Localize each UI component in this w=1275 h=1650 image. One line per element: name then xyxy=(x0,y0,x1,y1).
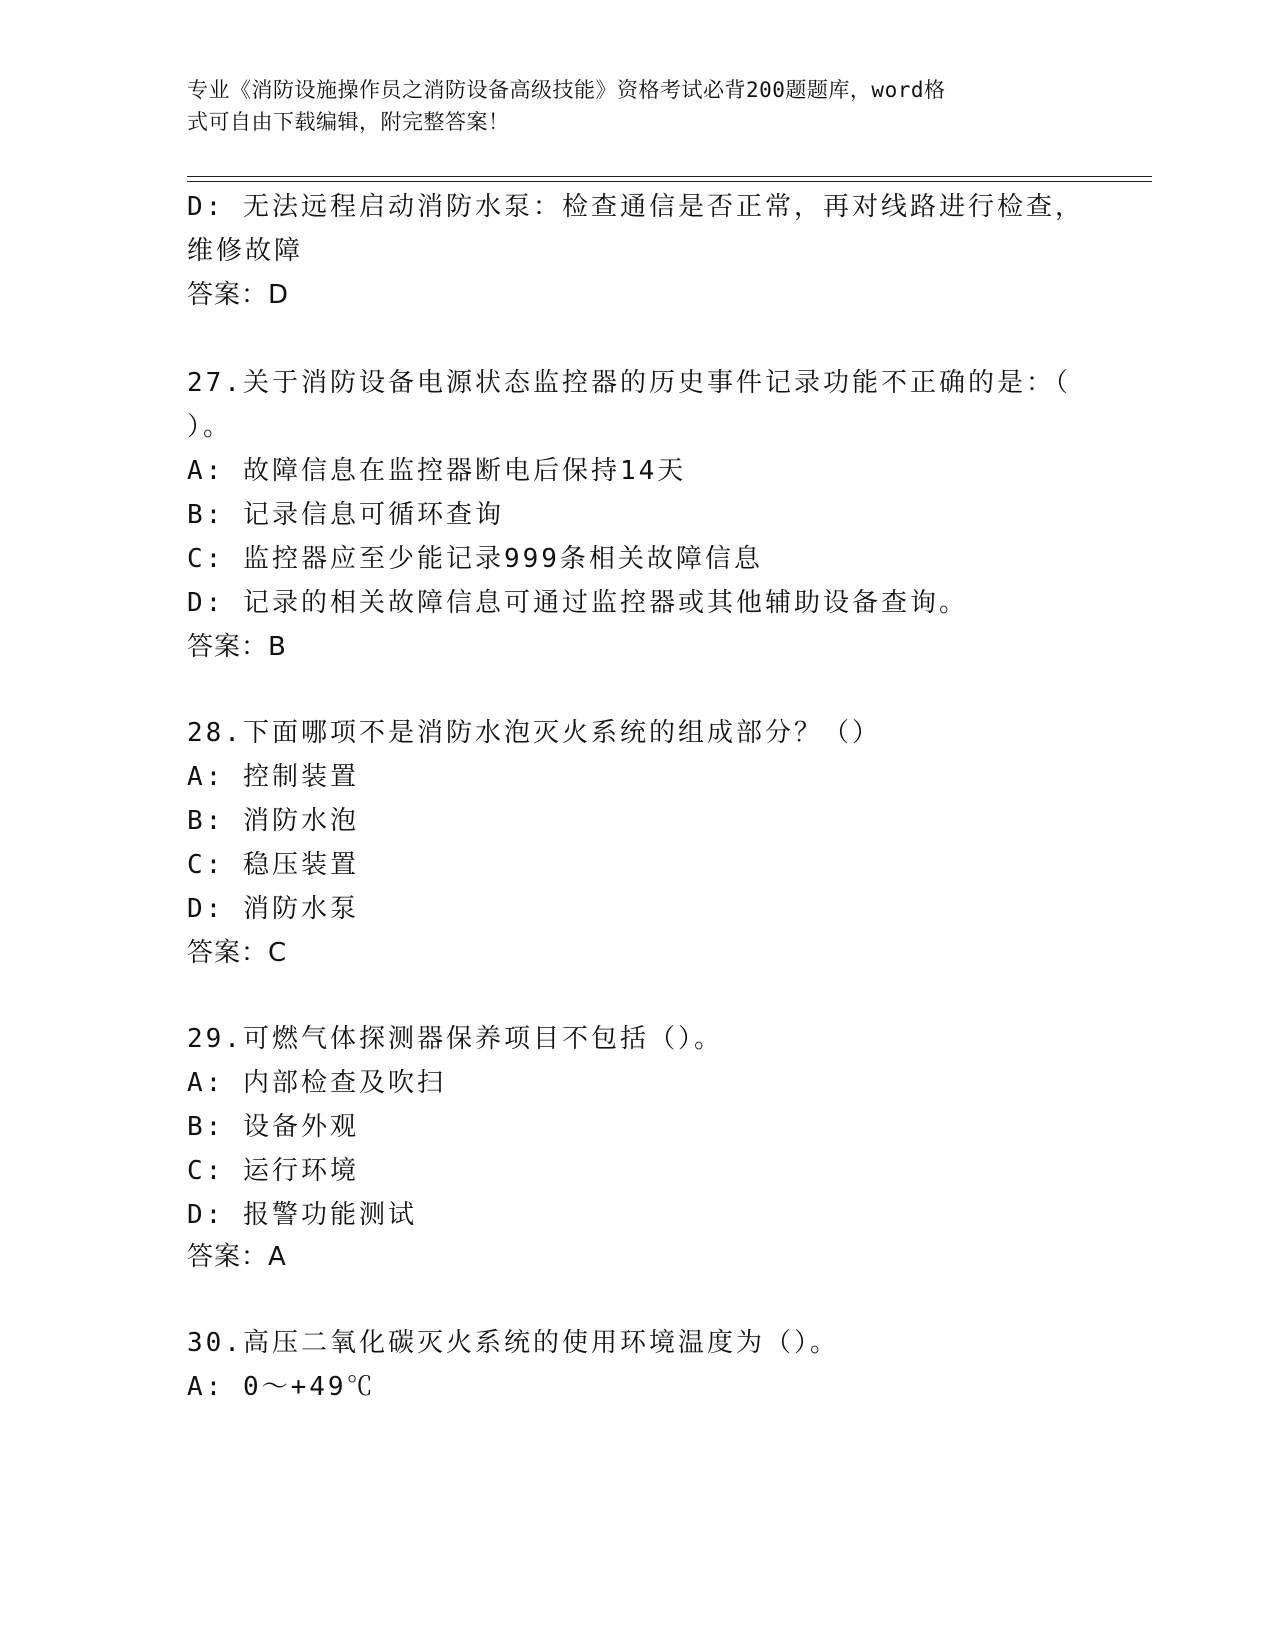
question-28-stem: 28.下面哪项不是消防水泡灭火系统的组成部分？（） xyxy=(187,718,881,748)
question-29-answer: 答案：A xyxy=(187,1242,287,1272)
question-27-stem-line-1: 27.关于消防设备电源状态监控器的历史事件记录功能不正确的是：（ xyxy=(187,368,1071,398)
question-30-stem: 30.高压二氧化碳灭火系统的使用环境温度为（）。 xyxy=(187,1328,839,1358)
question-28-answer: 答案：C xyxy=(187,938,288,968)
question-29-option-a: A: 内部检查及吹扫 xyxy=(187,1068,446,1098)
question-30-option-a: A: 0～+49℃ xyxy=(187,1372,376,1402)
question-27-option-c: C: 监控器应至少能记录999条相关故障信息 xyxy=(187,544,763,574)
question-29-option-d: D: 报警功能测试 xyxy=(187,1200,417,1230)
question-28-option-d: D: 消防水泵 xyxy=(187,894,359,924)
prev-option-d-line-2: 维修故障 xyxy=(187,236,304,266)
question-28-option-a: A: 控制装置 xyxy=(187,762,359,792)
header-line-2: 式可自由下载编辑，附完整答案！ xyxy=(187,110,510,134)
document-header xyxy=(187,74,1067,138)
header-divider-top xyxy=(187,176,1152,177)
question-27-answer: 答案：B xyxy=(187,632,287,662)
prev-answer: 答案：D xyxy=(187,280,290,310)
header-line-1: 专业《消防设施操作员之消防设备高级技能》资格考试必背200题题库，word格 xyxy=(187,78,946,102)
question-29-stem: 29.可燃气体探测器保养项目不包括（）。 xyxy=(187,1024,723,1054)
prev-option-d-line-1: D: 无法远程启动消防水泵：检查通信是否正常，再对线路进行检查， xyxy=(187,192,1084,222)
question-27-option-d: D: 记录的相关故障信息可通过监控器或其他辅助设备查询。 xyxy=(187,588,968,618)
question-29-option-b: B: 设备外观 xyxy=(187,1112,359,1142)
question-28-option-b: B: 消防水泡 xyxy=(187,806,359,836)
question-27-option-b: B: 记录信息可循环查询 xyxy=(187,500,504,530)
header-divider-bottom xyxy=(187,181,1152,182)
question-28-option-c: C: 稳压装置 xyxy=(187,850,359,880)
question-29-option-c: C: 运行环境 xyxy=(187,1156,359,1186)
question-27-stem-line-2: ）。 xyxy=(187,412,233,442)
question-27-option-a: A: 故障信息在监控器断电后保持14天 xyxy=(187,456,687,486)
